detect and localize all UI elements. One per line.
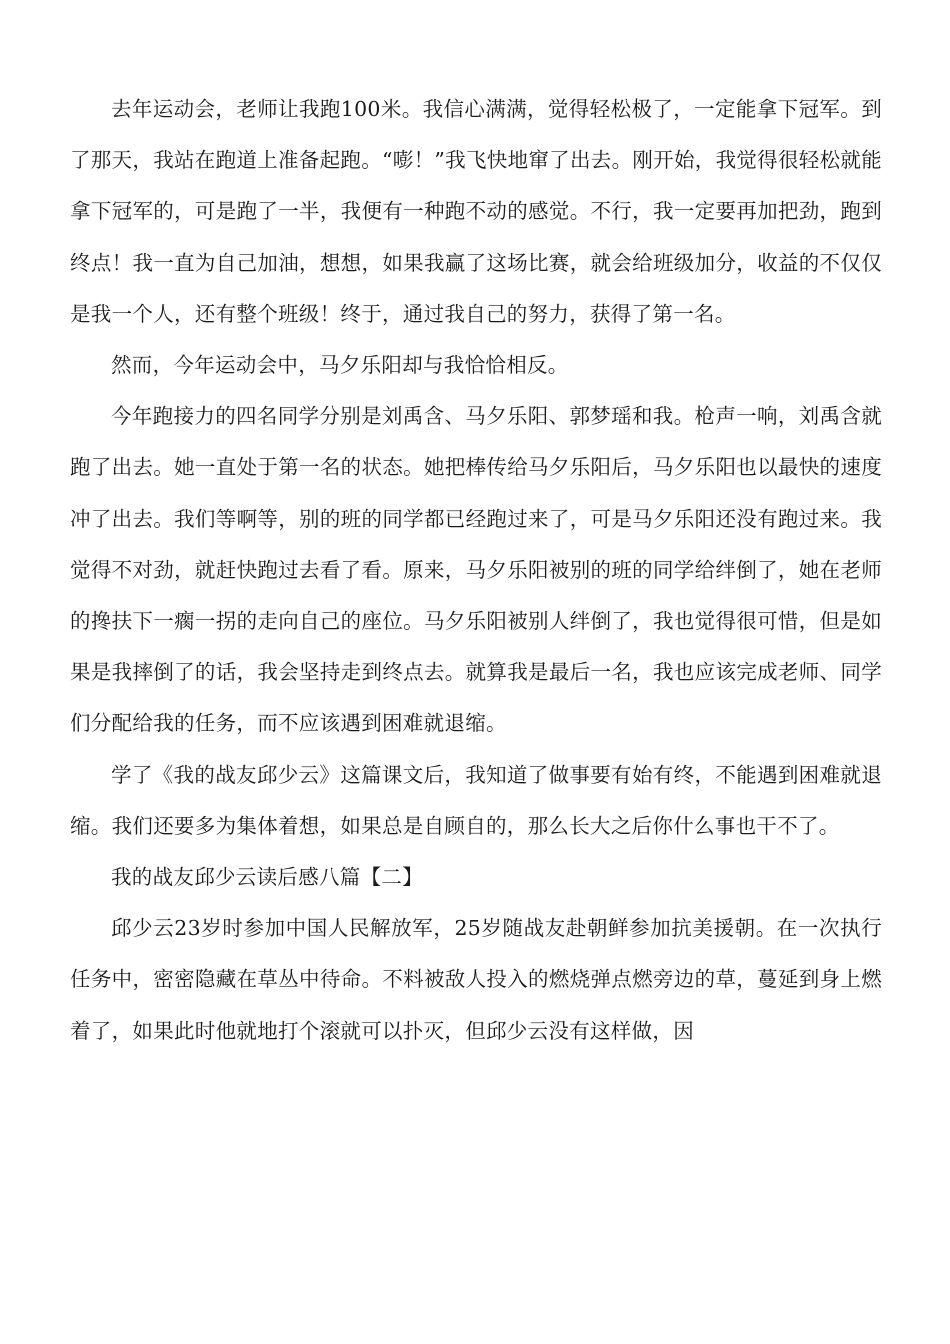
paragraph-5: 邱少云23岁时参加中国人民解放军，25岁随战友赴朝鲜参加抗美援朝。在一次执行任务中，密密隐藏在草丛中待命。不料被敌人投入的燃烧弹点燃旁边的草，蔓延到身上燃着了，如果此时他就地打个滚就可以扑灭，但邱少云没有这样做，因 xyxy=(70,916,882,1043)
paragraph-2: 然而，今年运动会中，马夕乐阳却与我恰恰相反。 xyxy=(111,353,569,378)
document-page xyxy=(70,84,882,1057)
section-heading: 我的战友邱少云读后感八篇【二】 xyxy=(111,865,423,890)
paragraph-3: 今年跑接力的四名同学分别是刘禹含、马夕乐阳、郭梦瑶和我。枪声一响，刘禹含就跑了出去。她一直处于第一名的状态。她把棒传给马夕乐阳后，马夕乐阳也以最快的速度冲了出去。我们等啊等，别的班的同学都已经跑过来了，可是马夕乐阳还没有跑过来。我觉得不对劲，就赶快跑过去看了看。原来，马夕乐阳被别的班的同学给绊倒了，她在老师的搀扶下一瘸一拐的走向自己的座位。马夕乐阳被别人绊倒了，我也觉得很可惜，但是如果是我摔倒了的话，我会坚持走到终点去。就算我是最后一名，我也应该完成老师、同学们分配给我的任务，而不应该遇到困难就退缩。 xyxy=(70,404,882,736)
paragraph-1: 去年运动会，老师让我跑100米。我信心满满，觉得轻松极了，一定能拿下冠军。到了那天，我站在跑道上准备起跑。“嘭！”我飞快地窜了出去。刚开始，我觉得很轻松就能拿下冠军的，可是跑了一半，我便有一种跑不动的感觉。不行，我一定要再加把劲，跑到终点！我一直为自己加油，想想，如果我赢了这场比赛，就会给班级加分，收益的不仅仅是我一个人，还有整个班级！终于，通过我自己的努力，获得了第一名。 xyxy=(70,97,882,326)
paragraph-4: 学了《我的战友邱少云》这篇课文后，我知道了做事要有始有终，不能遇到困难就退缩。我们还要多为集体着想，如果总是自顾自的，那么长大之后你什么事也干不了。 xyxy=(70,762,882,838)
